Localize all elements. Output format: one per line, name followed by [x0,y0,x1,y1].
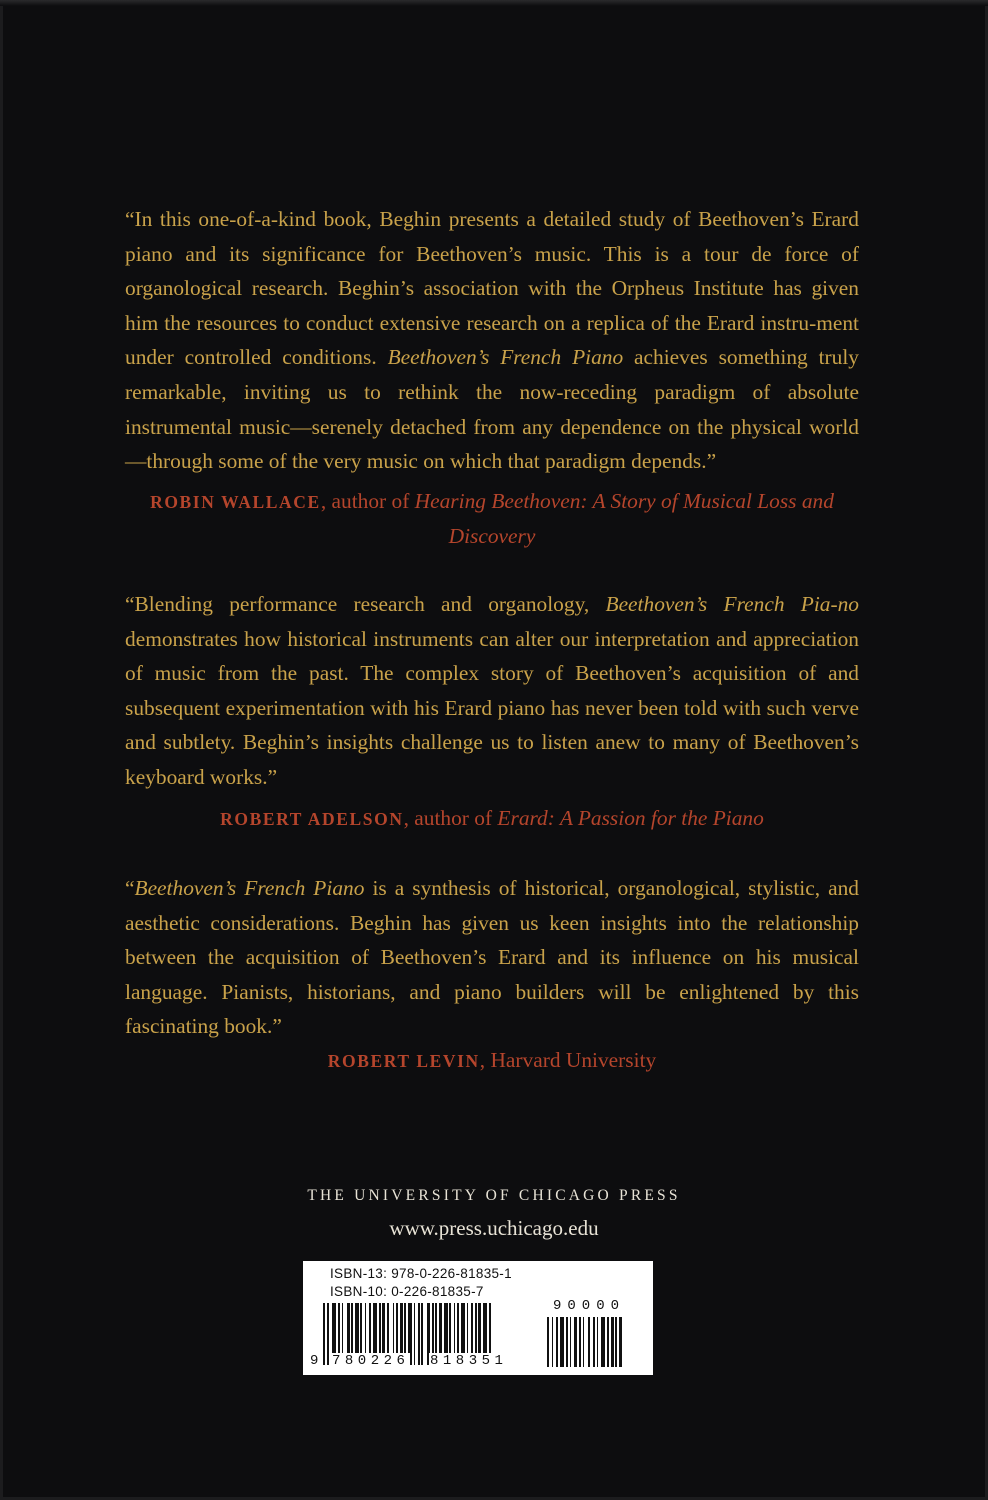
price-addon-bars [547,1317,643,1367]
isbn-barcode [303,1261,653,1375]
blurb-quote-1-text-after: achieves something truly remarkable, inviting us to rethink the now-receding paradigm of absolute instrumental music—serenely detached from any dependence on the physical world—through some of the very music on which that paradigm depends.” [125,345,859,474]
barcode-bar [418,1303,420,1365]
blurb-quote-3 [125,871,859,1044]
blurb-author-3: ROBERT LEVIN [327,1051,480,1071]
barcode-bar [566,1317,568,1367]
barcode-bar [570,1317,571,1367]
blurb-author-role-1: , author of [320,489,415,513]
barcode-bar [556,1317,558,1367]
barcode-bar [588,1317,590,1367]
barcode-bar [583,1317,584,1367]
blurb-author-work-1: Hearing Beethoven: A Story of Musical Loss and Discovery [414,489,834,548]
blurb-quote-1-book-title: Beethoven’s French Piano [387,345,624,370]
blurb-quote-3-book-title: Beethoven’s French Piano [134,876,365,900]
barcode-bar [597,1317,598,1367]
barcode-bar [327,1303,329,1365]
barcode-bar [601,1317,605,1367]
isbn-10-label: ISBN-10: 0-226-81835-7 [330,1284,484,1299]
barcode-bar [552,1317,553,1367]
price-code: 90000 [553,1298,626,1314]
blurb-quote-1-text-before: “In this one-of-a-kind book, Beghin presents a detailed study of Beethoven’s Erard piano and its significance for Beethoven’s music. This is a tour de force of organological research. Beghin’s association with the Orpheus Institute has given him the resources to conduct extensive research on a replica of the Erard instru-ment under controlled conditions. [125,207,859,370]
barcode-bar [323,1303,325,1365]
blurb-author-work-2: Erard: A Passion for the Piano [497,806,764,830]
isbn-13-label: ISBN-13: 978-0-226-81835-1 [330,1266,512,1281]
blurb-quote-3-text-before: “ [125,876,135,900]
blurb-quote-2-book-title: Beethoven’s French Pia-no [605,592,860,616]
barcode-bar [611,1317,614,1367]
ean-right-digits: 818351 [430,1353,508,1369]
barcode-bar [574,1317,577,1367]
blurb-quote-2 [125,587,859,795]
barcode-bar [579,1317,581,1367]
cover-top-edge [0,0,988,6]
ean-first-digit: 9 [310,1353,319,1369]
barcode-bar [414,1303,415,1365]
blurb-attribution-1 [125,484,859,553]
blurb-author-1: ROBIN WALLACE [150,492,321,512]
barcode-bar [615,1317,617,1367]
blurb-author-role-2: , author of [403,806,498,830]
barcode-bar [619,1317,622,1367]
barcode-bar [607,1317,609,1367]
publisher-url: www.press.uchicago.edu [389,1216,599,1240]
blurb-attribution-3 [125,1043,859,1078]
barcode-bar [547,1317,549,1367]
barcode-bar [421,1303,423,1365]
ean-left-digits: 780226 [332,1353,410,1369]
barcode-bar [560,1317,564,1367]
blurb-author-role-3: , Harvard University [479,1048,657,1072]
publisher-name: THE UNIVERSITY OF CHICAGO PRESS [307,1187,681,1204]
blurb-attribution-2 [125,801,859,836]
blurb-quote-2-text-before: “Blending performance research and organology, [125,592,606,616]
blurb-author-2: ROBERT ADELSON [220,809,404,829]
blurb-quote-1 [125,202,859,479]
barcode-bar [593,1317,595,1367]
blurb-quote-3-text-after: is a synthesis of historical, organological, stylistic, and aesthetic considerations. Beghin has given us keen insights into the relationship between the acquisition of Beethoven’s Erard and its influence on his musical language. Pianists, historians, and piano builders will be enlightened by this fascinating book.” [125,876,859,1039]
blurb-quote-2-text-after: demonstrates how historical instruments can alter our interpretation and appreciation of music from the past. The complex story of Beethoven’s acquisition of and subsequent experimentation with his Erard piano has never been told with such verve and subtlety. Beghin’s insights challenge us to listen anew to many of Beethoven’s keyboard works.” [125,626,859,789]
